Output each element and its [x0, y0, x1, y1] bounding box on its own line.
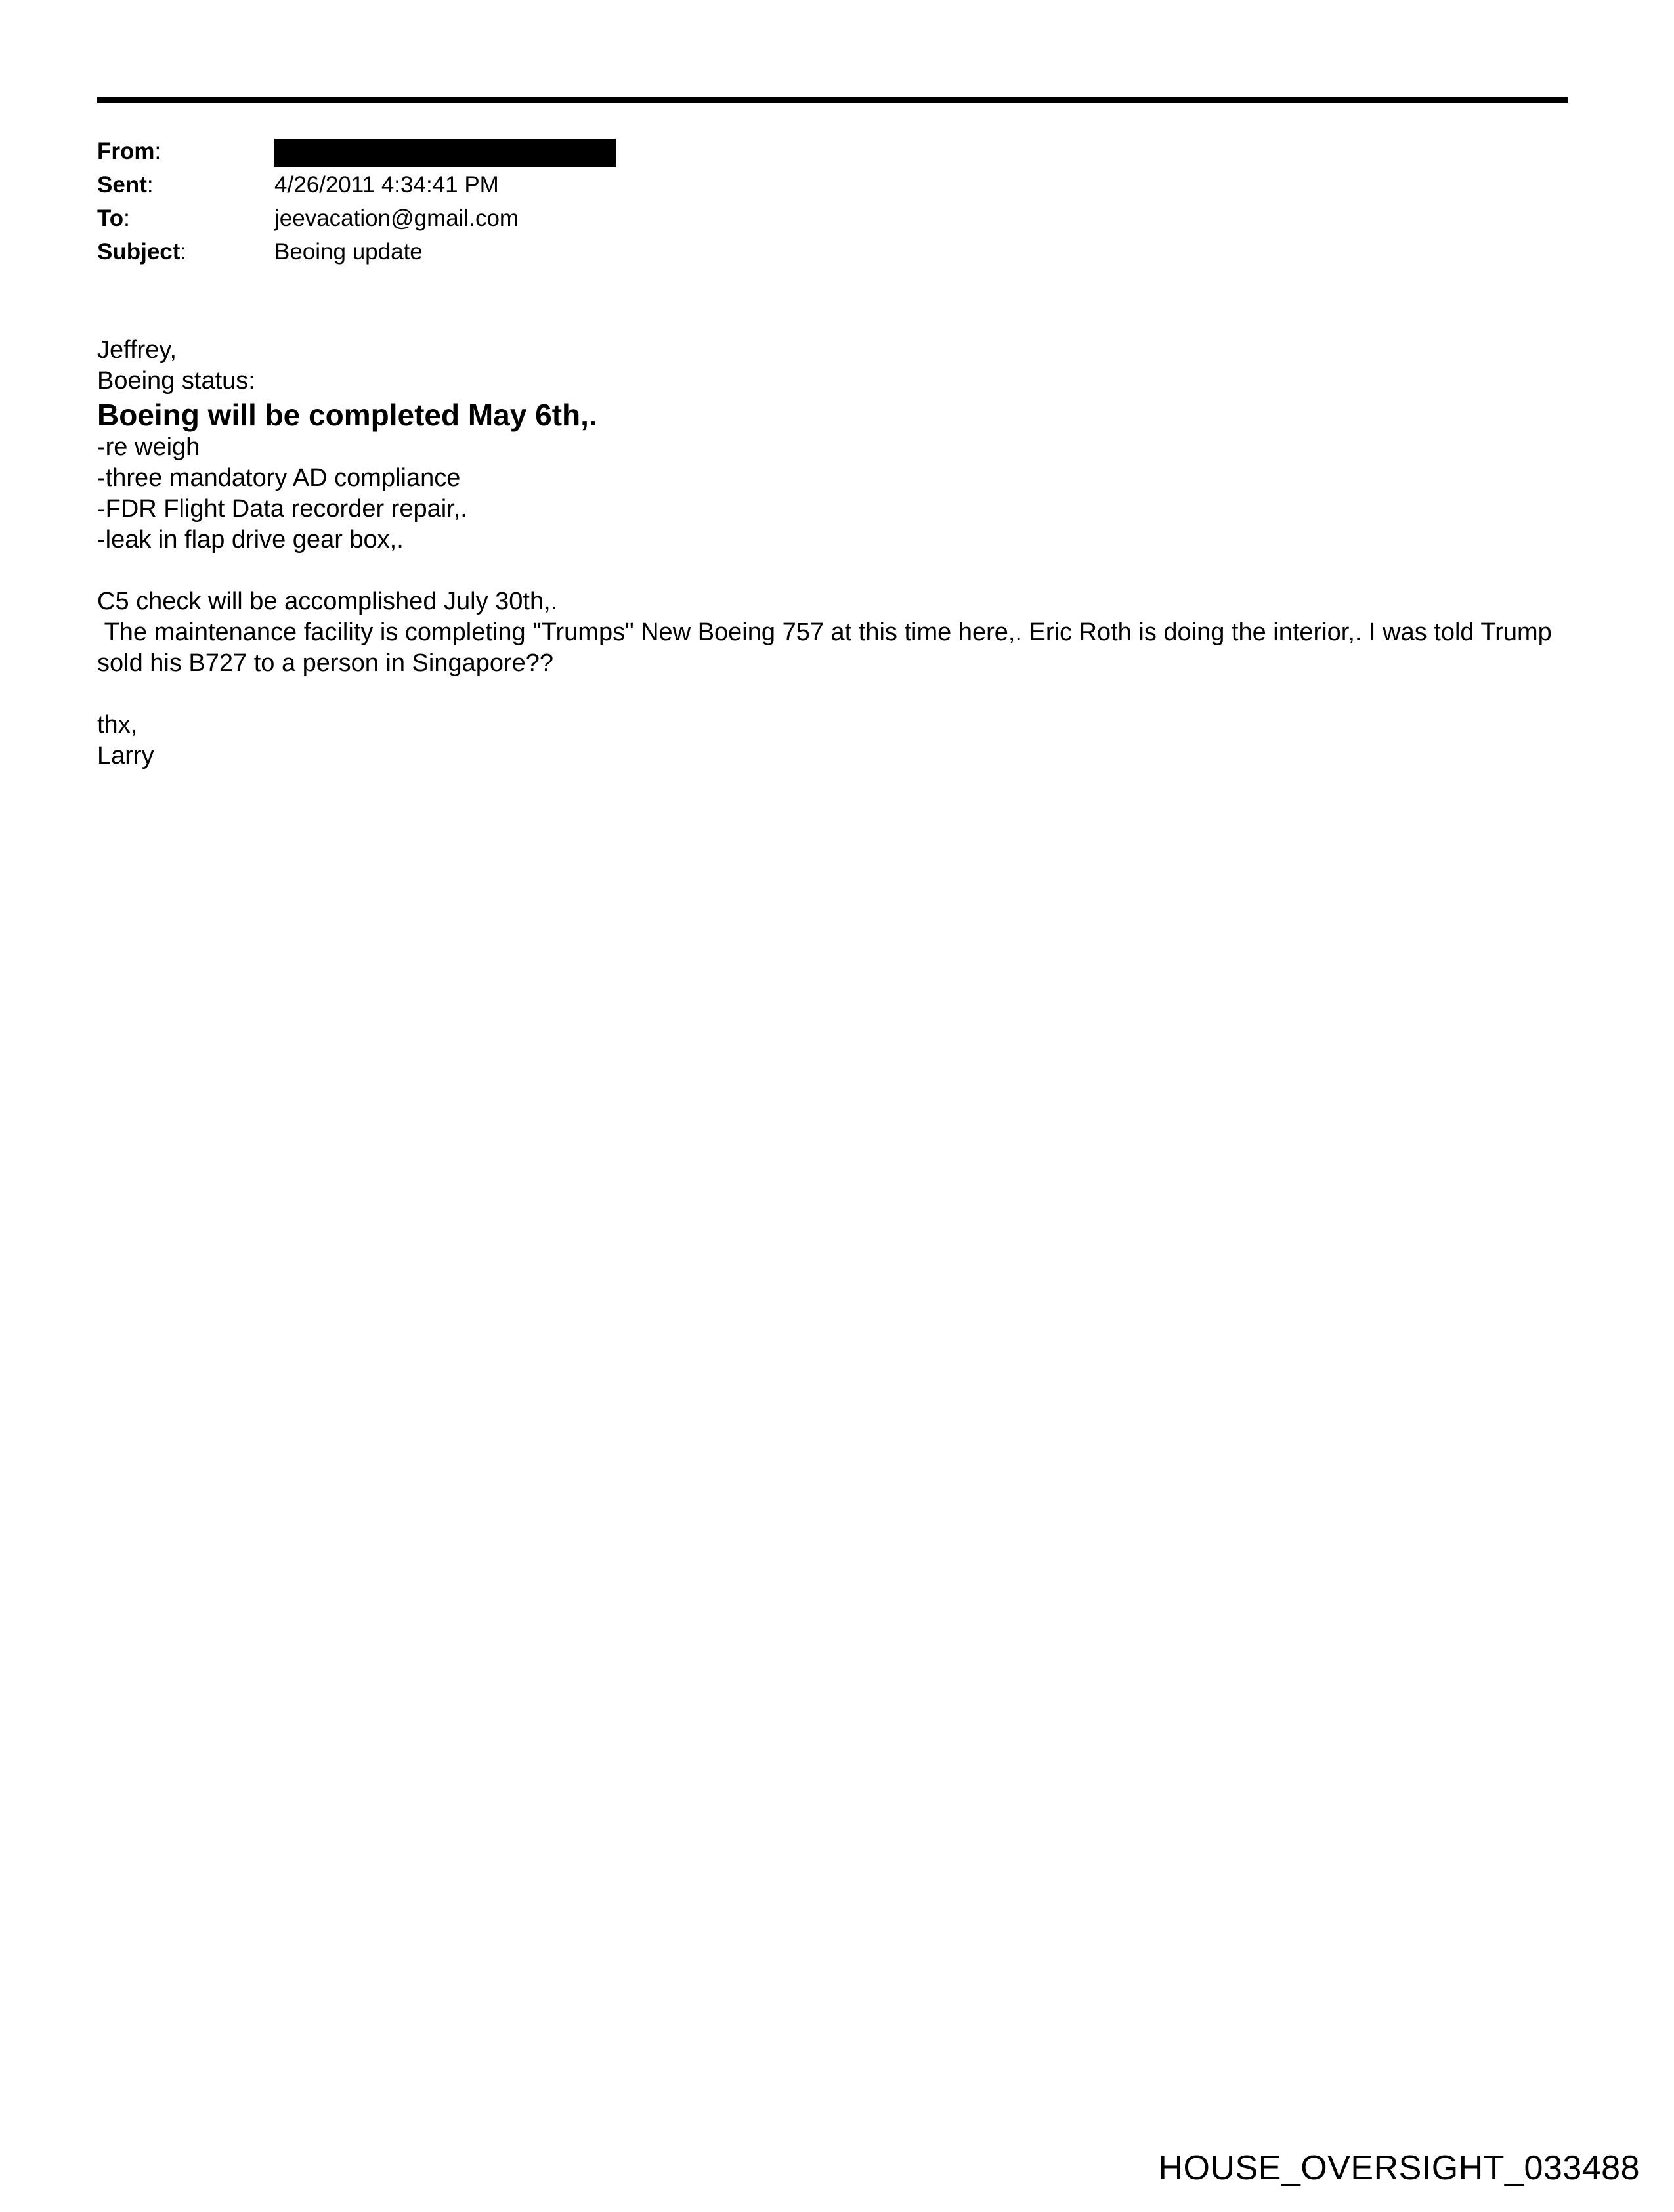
- greeting: Jeffrey,: [97, 336, 177, 364]
- status-intro: Boeing status:: [97, 367, 255, 395]
- list-item: -leak in flap drive gear box,.: [97, 526, 404, 553]
- header-row-subject: [97, 235, 1016, 269]
- top-divider: [97, 97, 1568, 103]
- header-row-sent: [97, 168, 1016, 202]
- document-id: HOUSE_OVERSIGHT_033488: [1158, 2149, 1640, 2187]
- list-item: -three mandatory AD compliance: [97, 464, 461, 492]
- subject-value: Beoing update: [274, 239, 423, 265]
- from-value: [274, 135, 616, 168]
- header-row-from: [97, 135, 1016, 168]
- signoff: thx,: [97, 711, 138, 739]
- subject-label: Subject:: [97, 239, 187, 265]
- from-label: From:: [97, 139, 161, 164]
- maintenance-paragraph: The maintenance facility is completing "Trumps" New Boeing 757 at this time here,. Eric Roth is doing the interior,. I was told Trump sold his B727 to a person in Singapore??: [97, 618, 1559, 677]
- spacer: [97, 555, 1574, 586]
- spacer: [97, 679, 1574, 710]
- header-row-to: [97, 202, 1016, 235]
- to-value: jeevacation@gmail.com: [274, 206, 519, 231]
- email-body: [97, 335, 1574, 771]
- signature: Larry: [97, 742, 154, 770]
- email-header-block: [97, 135, 1016, 269]
- sent-label: Sent:: [97, 172, 154, 198]
- list-item: -FDR Flight Data recorder repair,.: [97, 495, 467, 523]
- list-item: -re weigh: [97, 433, 200, 461]
- status-headline: Boeing will be completed May 6th,.: [97, 398, 597, 432]
- to-label: To:: [97, 206, 130, 231]
- sent-value: 4/26/2011 4:34:41 PM: [274, 172, 499, 198]
- redaction-bar: [274, 139, 616, 167]
- c5-check-line: C5 check will be accomplished July 30th,.: [97, 588, 558, 615]
